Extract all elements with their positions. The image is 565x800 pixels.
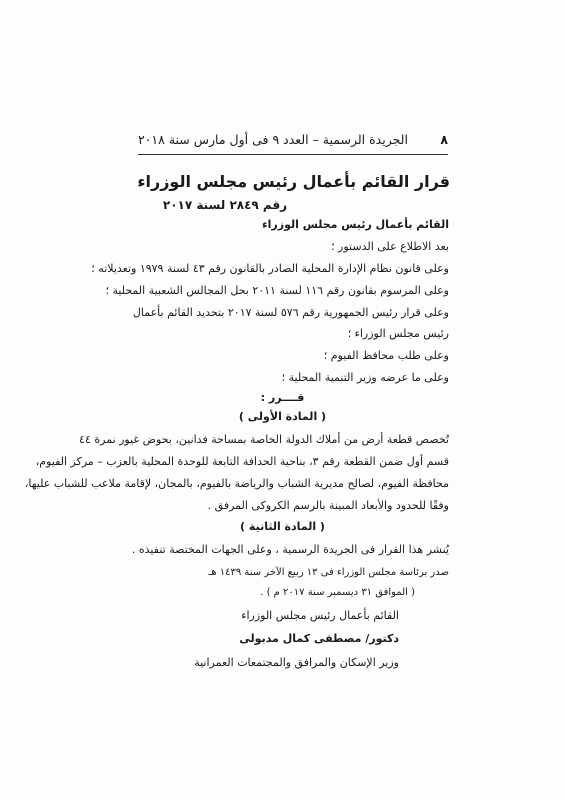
decided-heading: قــــرر :: [260, 391, 305, 404]
page-number: ٨: [440, 132, 448, 147]
gazette-issue: الجريدة الرسمية – العدد ٩ فى أول مارس سنة ٢٠١٨: [138, 132, 408, 147]
article2-heading: ( المادة الثانية ): [240, 520, 325, 533]
decree-number: رقم ٢٨٤٩ لسنة ٢٠١٧: [162, 198, 288, 212]
signatory-role: وزير الإسكان والمرافق والمجتمعات العمرانية: [194, 656, 399, 669]
preamble-line: وعلى ما عرضه وزير التنمية المحلية ؛: [281, 371, 449, 384]
preamble-line: بعد الاطلاع على الدستور ؛: [331, 240, 449, 253]
header-divider: [138, 154, 448, 155]
article2-text: يُنشر هذا القرار فى الجريدة الرسمية ، وعلى الجهات المختصة تنفيذه .: [131, 543, 449, 556]
preamble-line: رئيس مجلس الوزراء ؛: [347, 327, 449, 340]
preamble-line: وعلى المرسوم بقانون رقم ١١٦ لسنة ٢٠١١ بحل المجالس الشعبية المحلية ؛: [105, 284, 449, 297]
page-header: [138, 132, 448, 147]
article1-line: قسم أول ضمن القطعة رقم ٣، بناحية الحدافة التابعة للوحدة المحلية بالعزب – مركز الفيوم،: [35, 455, 449, 468]
article1-line: محافظة الفيوم، لصالح مديرية الشباب والرياضة بالفيوم، بالمجان، لإقامة ملاعب للشباب عليها،: [24, 477, 449, 490]
issuer-heading: القائم بأعمال رئيس مجلس الوزراء: [262, 218, 449, 231]
article1-heading: ( المادة الأولى ): [238, 410, 327, 423]
preamble-line: وعلى قرار رئيس الجمهورية رقم ٥٧٦ لسنة ٢٠١٧ بتحديد القائم بأعمال: [132, 306, 449, 319]
signatory-name: دكتور/ مصطفى كمال مدبولى: [239, 632, 399, 645]
preamble-line: وعلى قانون نظام الإدارة المحلية الصادر بالقانون رقم ٤٣ لسنة ١٩٧٩ وتعديلاته ؛: [91, 262, 449, 275]
gregorian-date: ( الموافق ٣١ ديسمبر سنة ٢٠١٧ م ) .: [260, 587, 415, 598]
article1-line: تُخصص قطعة أرض من أملاك الدولة الخاصة بمساحة فدانين، بحوض غيور نمرة ٤٤: [79, 433, 449, 446]
decree-title: قرار القائم بأعمال رئيس مجلس الوزراء: [137, 172, 450, 191]
issue-date: صدر برئاسة مجلس الوزراء فى ١٣ ربيع الآخر سنة ١٤٣٩ هـ: [208, 567, 449, 578]
preamble-line: وعلى طلب محافظ الفيوم ؛: [323, 349, 449, 362]
article1-line: وفقًا للحدود والأبعاد المبينة بالرسم الكروكى المرفق .: [207, 499, 449, 512]
signature-title: القائم بأعمال رئيس مجلس الوزراء: [241, 609, 399, 622]
